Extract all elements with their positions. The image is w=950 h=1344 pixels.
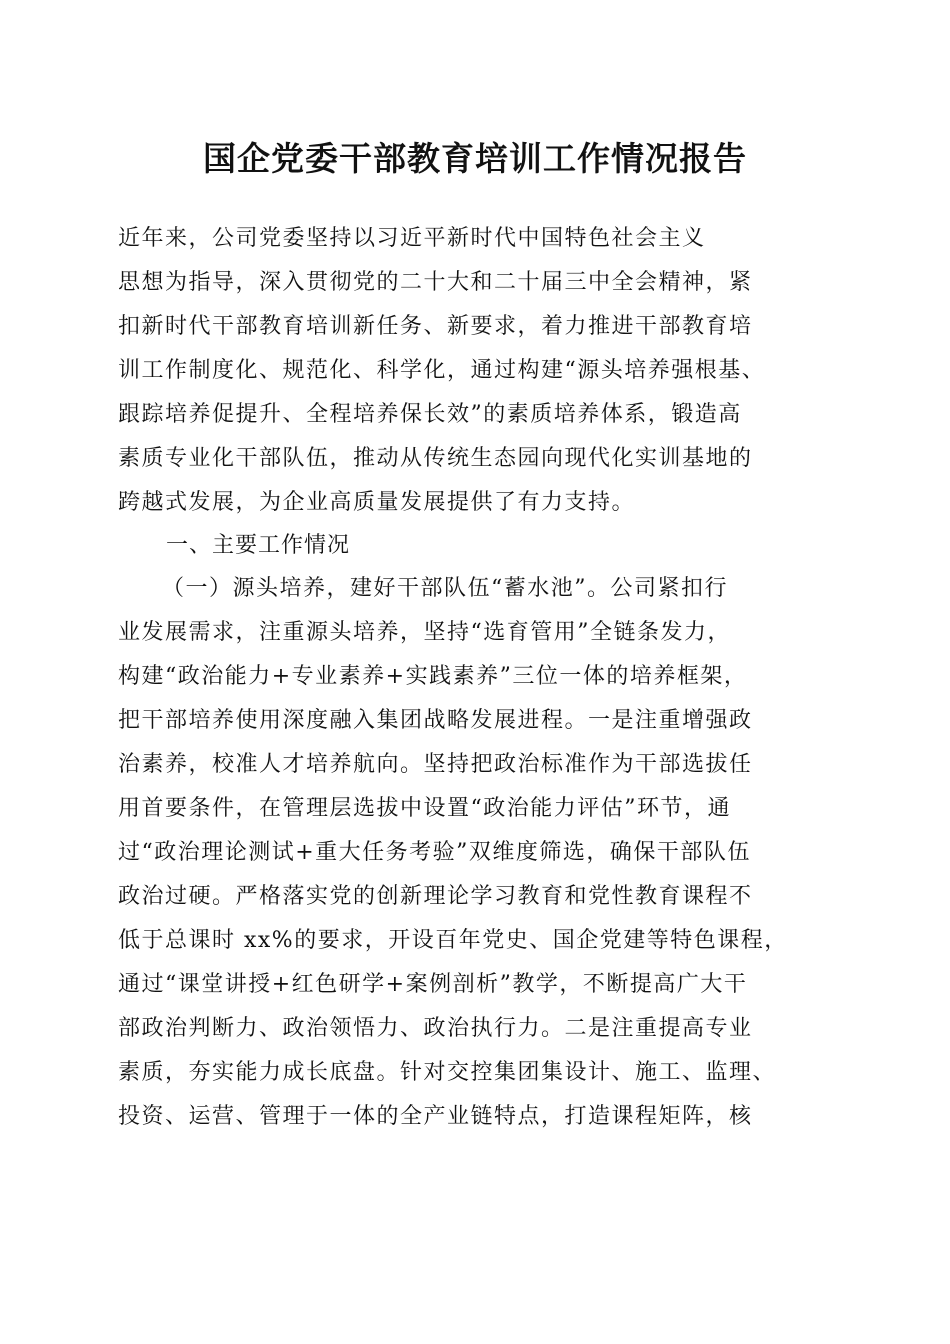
section-1-heading: 一、主要工作情况 xyxy=(166,533,351,558)
subsection-1-line-5: 治素养，校准人才培养航向。坚持把政治标准作为干部选拔任 xyxy=(118,752,753,777)
subsection-1-line-3: 构建“政治能力+专业素养+实践素养”三位一体的培养框架， xyxy=(118,664,748,689)
intro-line-2: 思想为指导，深入贯彻党的二十大和二十届三中全会精神，紧 xyxy=(118,270,753,295)
subsection-1-line-13: 投资、运营、管理于一体的全产业链特点，打造课程矩阵，核 xyxy=(118,1104,753,1129)
subsection-1-line-9: 低于总课时 xx%的要求，开设百年党史、国企党建等特色课程， xyxy=(118,928,788,953)
subsection-1-line-11: 部政治判断力、政治领悟力、政治执行力。二是注重提高专业 xyxy=(118,1016,753,1041)
intro-line-5: 跟踪培养促提升、全程培养保长效”的素质培养体系，锻造高 xyxy=(118,402,742,427)
intro-line-4: 训工作制度化、规范化、科学化，通过构建“源头培养强根基、 xyxy=(118,358,766,383)
intro-line-7: 跨越式发展，为企业高质量发展提供了有力支持。 xyxy=(118,490,636,515)
document-title: 国企党委干部教育培训工作情况报告 xyxy=(203,139,747,178)
subsection-1-line-4: 把干部培养使用深度融入集团战略发展进程。一是注重增强政 xyxy=(118,708,753,733)
subsection-1-line-2: 业发展需求，注重源头培养，坚持“选育管用”全链条发力， xyxy=(118,620,731,645)
subsection-1-line-1: （一）源头培养，建好干部队伍“蓄水池”。公司紧扣行 xyxy=(162,576,728,601)
subsection-1-line-8: 政治过硬。严格落实党的创新理论学习教育和党性教育课程不 xyxy=(118,884,753,909)
intro-line-6: 素质专业化干部队伍，推动从传统生态园向现代化实训基地的 xyxy=(118,446,753,471)
subsection-1-line-6: 用首要条件，在管理层选拔中设置“政治能力评估”环节，通 xyxy=(118,796,731,821)
subsection-1-line-12: 素质，夯实能力成长底盘。针对交控集团集设计、施工、监理、 xyxy=(118,1060,777,1085)
intro-line-1: 近年来，公司党委坚持以习近平新时代中国特色社会主义 xyxy=(118,226,706,251)
intro-line-3: 扣新时代干部教育培训新任务、新要求，着力推进干部教育培 xyxy=(118,314,753,339)
subsection-1-line-10: 通过“课堂讲授+红色研学+案例剖析”教学，不断提高广大干 xyxy=(118,972,748,997)
subsection-1-line-7: 过“政治理论测试+重大任务考验”双维度筛选，确保干部队伍 xyxy=(118,840,751,865)
